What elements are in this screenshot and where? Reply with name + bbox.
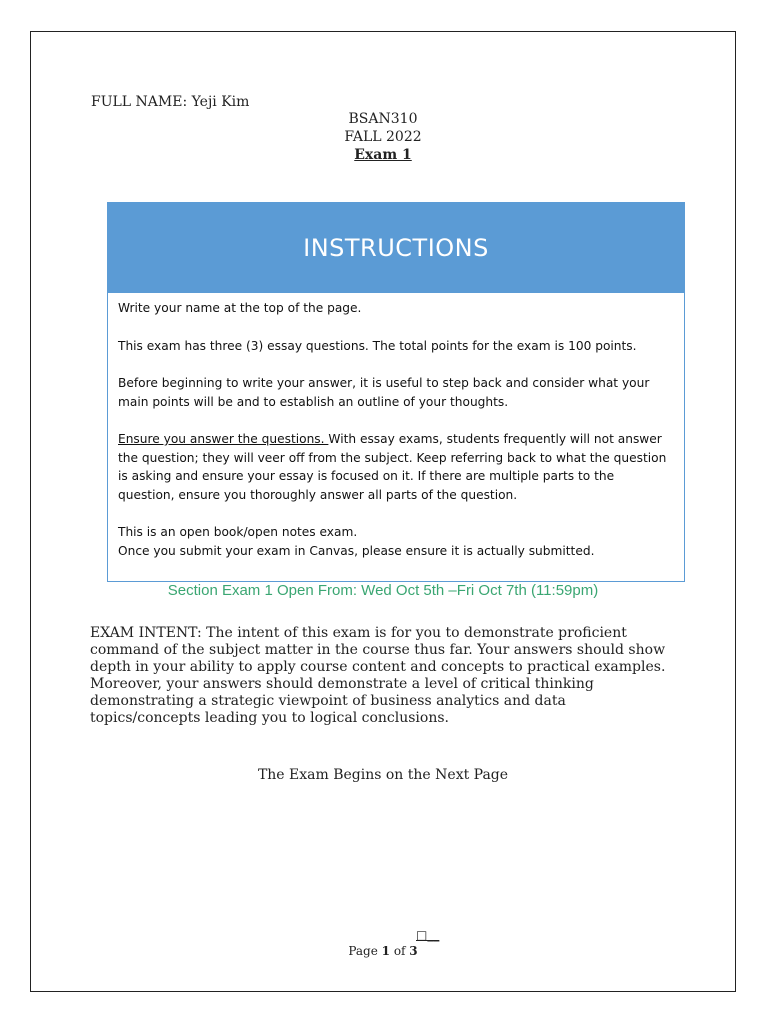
exam-intent: EXAM INTENT: The intent of this exam is for you to demonstrate proficient command of the subject matter in the course thus far. Your answers should show depth in your ability to apply course content and concepts to practical examples. Moreover, your answers should demonstrate a level of critical thinking demonstrating a strategic viewpoint of business analytics and data topics/concepts leading you to logical conclusions. <box>90 625 666 726</box>
footer-checkbox-mark: □__ <box>416 928 440 942</box>
page-prefix: Page <box>348 944 382 958</box>
document-page <box>30 31 736 992</box>
page-of: of <box>390 944 410 958</box>
page-total: 3 <box>409 944 418 958</box>
full-name-line: FULL NAME: Yeji Kim <box>91 94 250 110</box>
next-page-note: The Exam Begins on the Next Page <box>257 767 509 783</box>
instruction-ensure-rest: With essay exams, students frequently will not answer the question; they will veer off from the subject. Keep referring back to what the question is asking and ensure your essay is focused on it. If there are multiple parts to the question, ensure you thoroughly answer all parts of the question. <box>118 432 667 502</box>
page-current: 1 <box>381 944 390 958</box>
instructions-box <box>107 202 685 582</box>
instruction-name: Write your name at the top of the page. <box>118 301 362 315</box>
page-number <box>31 944 735 958</box>
exam-title: Exam 1 <box>354 147 412 163</box>
instructions-title: INSTRUCTIONS <box>108 203 684 293</box>
instruction-outline: Before beginning to write your answer, it is useful to step back and consider what your main points will be and to establish an outline of your thoughts. <box>118 376 650 409</box>
course-code: BSAN310 <box>348 111 418 127</box>
instruction-ensure-underlined: Ensure you answer the questions. <box>118 432 329 446</box>
instruction-submit: Once you submit your exam in Canvas, please ensure it is actually submitted. <box>118 543 595 558</box>
term: FALL 2022 <box>344 129 422 145</box>
course-header <box>31 110 735 164</box>
instruction-questions: This exam has three (3) essay questions. The total points for the exam is 100 points. <box>118 338 637 353</box>
instruction-open-book: This is an open book/open notes exam. <box>118 525 358 539</box>
section-open-dates: Section Exam 1 Open From: Wed Oct 5th –Fri Oct 7th (11:59pm) <box>167 582 599 599</box>
instruction-ensure <box>118 430 674 504</box>
instructions-body <box>108 293 684 560</box>
